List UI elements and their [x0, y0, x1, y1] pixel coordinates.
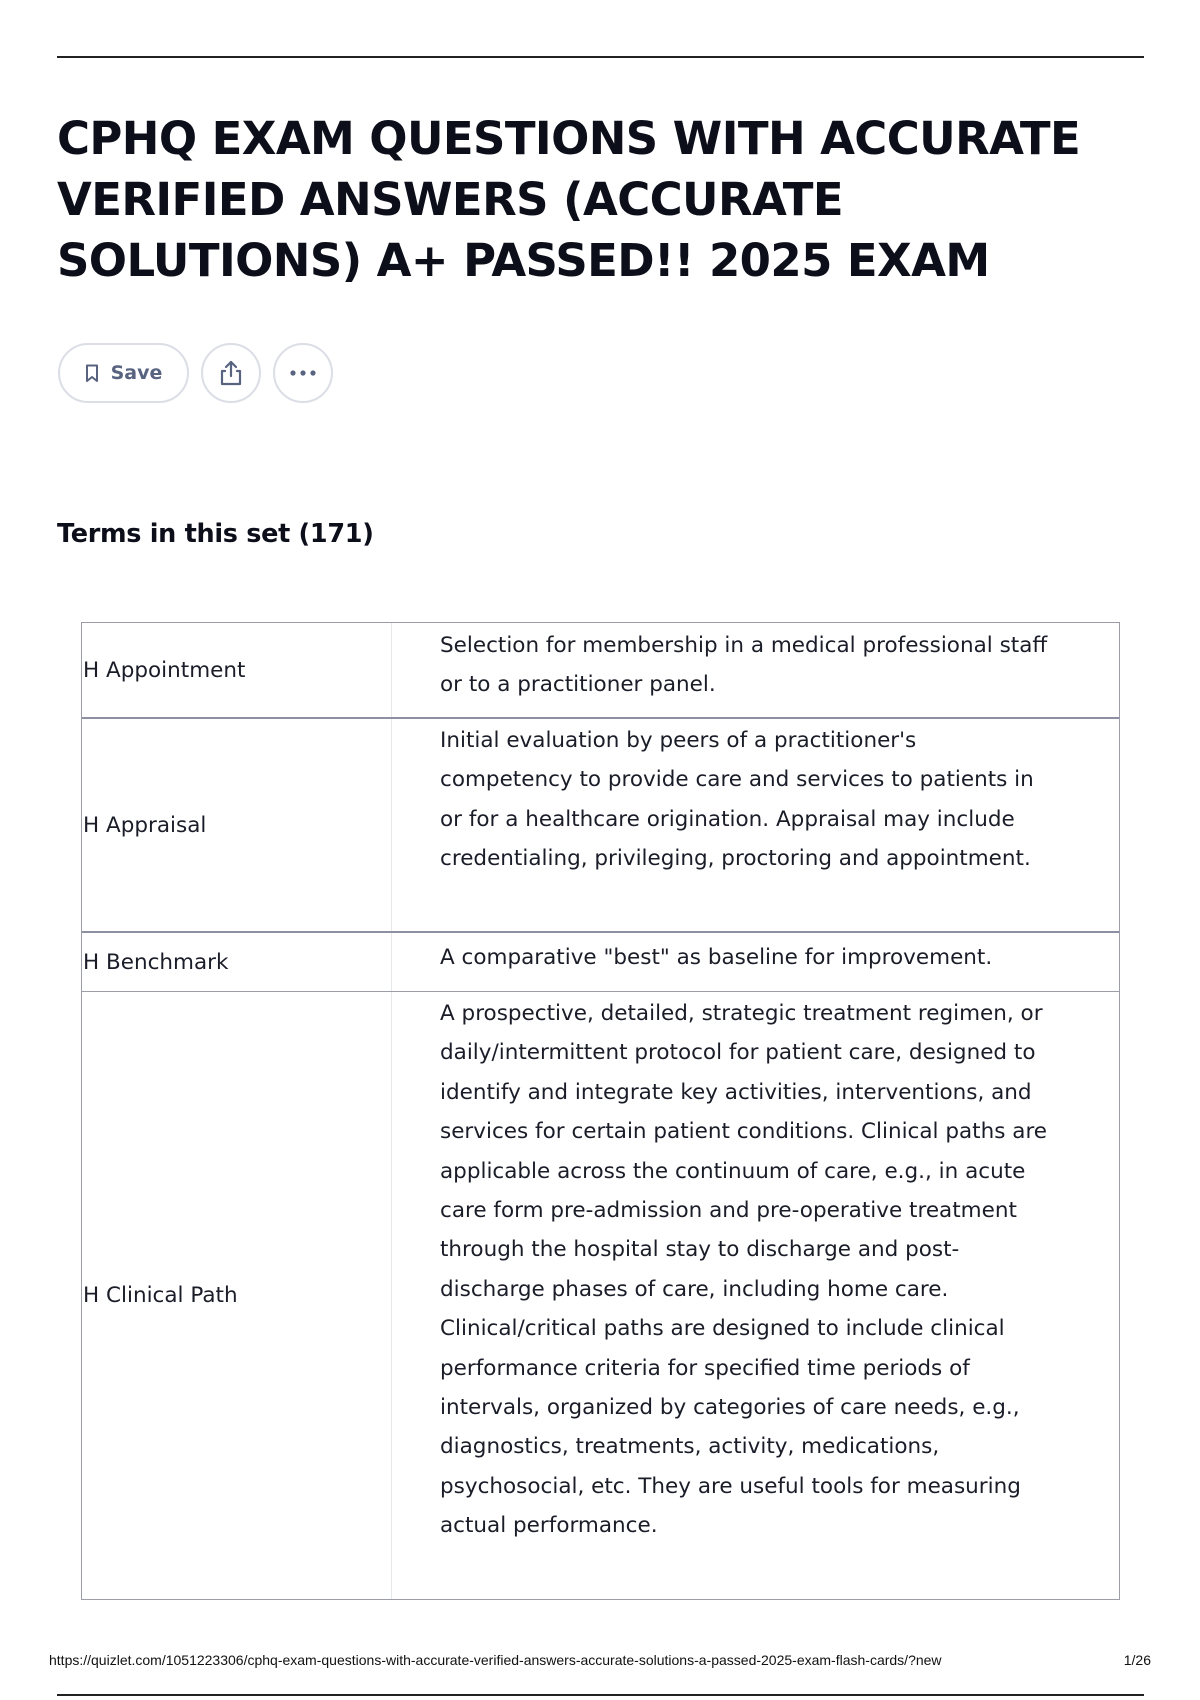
table-row: [82, 933, 1119, 991]
term-cell: H Appointment: [82, 623, 392, 717]
share-icon: [218, 359, 244, 387]
footer-divider: [57, 1694, 1144, 1696]
more-icon: [289, 369, 317, 377]
term-cell: H Appraisal: [82, 719, 392, 931]
table-row: [82, 719, 1119, 933]
table-row: [82, 991, 1119, 1599]
terms-heading: Terms in this set (171): [57, 519, 374, 549]
save-button-label: Save: [110, 362, 163, 384]
definition-cell: Selection for membership in a medical professional staff or to a practitioner panel.: [440, 633, 1048, 698]
terms-table: [81, 622, 1120, 1600]
header-divider: [57, 56, 1144, 58]
bookmark-icon: [85, 364, 99, 383]
save-button[interactable]: [58, 343, 189, 403]
term-cell: H Clinical Path: [82, 992, 392, 1599]
set-actions: [58, 343, 333, 403]
term-cell: H Benchmark: [82, 933, 392, 991]
definition-cell: A comparative "best" as baseline for improvement.: [440, 945, 993, 970]
more-options-button[interactable]: [273, 343, 333, 403]
print-url: https://quizlet.com/1051223306/cphq-exam-questions-with-accurate-verified-answers-accurate-solutions-a-passed-2025-exam-flash-cards/?new: [49, 1652, 942, 1668]
definition-cell: A prospective, detailed, strategic treatment regimen, or daily/intermittent protocol for patient care, designed to identify and integrate key activities, interventions, and services for certain patient conditions. Clinical paths are applicable across the continuum of care, e.g., in acute care form pre-admission and pre-operative treatment through the hospital stay to discharge and post-discharge phases of care, including home care. Clinical/critical paths are designed to include clinical performance criteria for specified time periods of intervals, organized by categories of care needs, e.g., diagnostics, treatments, activity, medications, psychosocial, etc. They are useful tools for measuring actual performance.: [440, 1001, 1048, 1539]
page-number: 1/26: [1123, 1652, 1151, 1668]
definition-cell: Initial evaluation by peers of a practitioner's competency to provide care and services to patients in or for a healthcare origination. Appraisal may include credentialing, privileging, proctoring and appointment.: [440, 728, 1034, 872]
page-title: CPHQ EXAM QUESTIONS WITH ACCURATE VERIFIED ANSWERS (ACCURATE SOLUTIONS) A+ PASSED!! 2025 EXAM: [57, 112, 1081, 287]
share-button[interactable]: [201, 343, 261, 403]
table-row: [82, 623, 1119, 719]
